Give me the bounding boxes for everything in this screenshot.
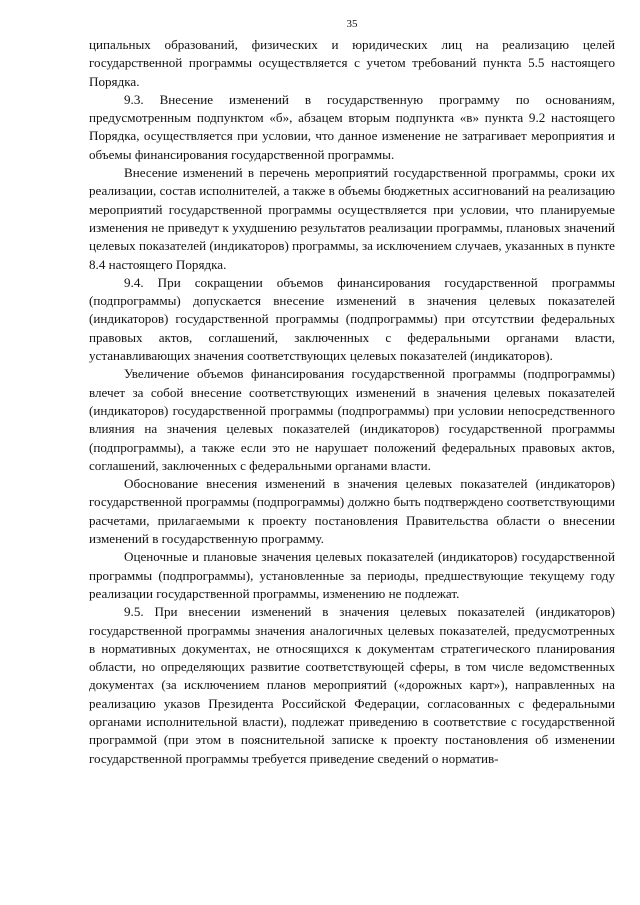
paragraph-justification: Обоснование внесения изменений в значения целевых показателей (индикаторов) государственной программы (подпрограммы) должно быть подтверждено соответствующими расчетами, прилагаемыми к проекту постановления Правительства области о внесении изменений в государственную программу. (89, 476, 615, 547)
paragraph-continuation: ципальных образований, физических и юридических лиц на реализацию целей государственной программы осуществляется с учетом требований пункта 5.5 настоящего Порядка. (89, 37, 615, 89)
body-text (89, 36, 615, 768)
paragraph-estimated-values: Оценочные и плановые значения целевых показателей (индикаторов) государственной программы (подпрограммы), установленные за периоды, предшествующие текущему году реализации государственной программы, изменению не подлежат. (89, 549, 615, 601)
paragraph-funding-increase: Увеличение объемов финансирования государственной программы (подпрограммы) влечет за собой внесение соответствующих изменений в значения целевых показателей (индикаторов) государственной программы (подпрограммы) при условии непосредственного влияния на значения целевых показателей (индикаторов) государственной программы (подпрограммы), а также если это не нарушает положений федеральных правовых актов, соглашений, заключенных с федеральными органами власти. (89, 366, 615, 473)
document-page (89, 0, 615, 905)
paragraph-9-5: 9.5. При внесении изменений в значения целевых показателей (индикаторов) государственной программы значения аналогичных целевых показателей, предусмотренных в нормативных документах, не относящихся к документам стратегического планирования области, но определяющих развитие соответствующей сферы, в том числе ведомственных документах (за исключением планов мероприятий («дорожных карт»), направленных на реализацию указов Президента Российской Федерации, согласованных с федеральными органами исполнительной власти), подлежат приведению в соответствие с государственной программой (при этом в пояснительной записке к проекту постановления об изменении государственной программы требуется приведение сведений о норматив- (89, 604, 615, 766)
paragraph-9-3: 9.3. Внесение изменений в государственную программу по основаниям, предусмотренным подпунктом «б», абзацем вторым подпункта «в» пункта 9.2 настоящего Порядка, осуществляется при условии, что данное изменение не затрагивает мероприятия и объемы финансирования государственной программы. (89, 91, 615, 162)
paragraph-9-4: 9.4. При сокращении объемов финансирования государственной программы (подпрограммы) допускается внесение изменений в значения целевых показателей (индикаторов) государственной программы (подпрограммы) при отсутствии федеральных правовых актов, соглашений, заключенных с федеральными органами власти, устанавливающих значения соответствующих целевых показателей (индикаторов). (89, 274, 615, 364)
page-number: 35 (346, 18, 358, 30)
paragraph-changes-list: Внесение изменений в перечень мероприятий государственной программы, сроки их реализации, состав исполнителей, а также в объемы бюджетных ассигнований на реализацию мероприятий государственной программы осуществляется при условии, что планируемые изменения не приведут к ухудшению результатов реализации программы, плановых значений целевых показателей (индикаторов) программы, за исключением случаев, указанных в пункте 8.4 настоящего Порядка. (89, 165, 615, 272)
